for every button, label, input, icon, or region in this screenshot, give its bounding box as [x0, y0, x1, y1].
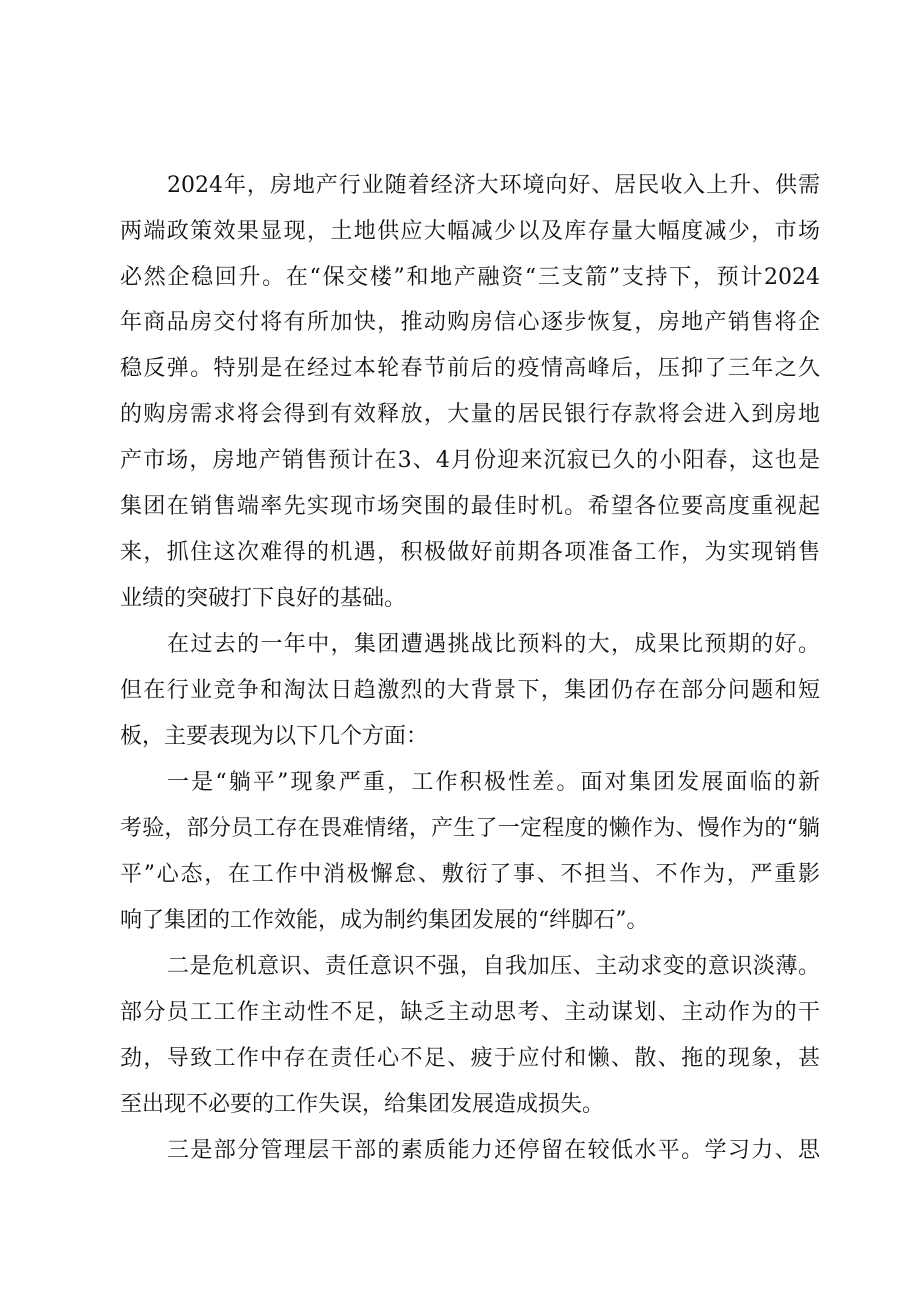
paragraph-1-line-10: 业绩的突破打下良好的基础。 — [120, 586, 407, 611]
paragraph-3-line-4: 响了集团的工作效能，成为制约集团发展的“绊脚石”。 — [120, 908, 649, 933]
paragraph-5-line-1: 三是部分管理层干部的素质能力还停留在较低水平。学习力、思 — [167, 1138, 820, 1163]
paragraph-1-line-2: 两端政策效果显现，土地供应大幅减少以及库存量大幅度减少，市场 — [120, 219, 820, 244]
paragraph-1-line-4: 年商品房交付将有所加快，推动购房信心逐步恢复，房地产销售将企 — [120, 310, 820, 335]
paragraph-2-line-3: 板，主要表现为以下几个方面： — [120, 724, 429, 749]
paragraph-1-line-5: 稳反弹。特别是在经过本轮春节前后的疫情高峰后，压抑了三年之久 — [120, 356, 820, 381]
paragraph-1-line-1: 2024年，房地产行业随着经济大环境向好、居民收入上升、供需 — [167, 173, 820, 198]
paragraph-2-line-2: 但在行业竞争和淘汰日趋激烈的大背景下，集团仍存在部分问题和短 — [120, 678, 820, 703]
paragraph-3-line-3: 平”心态，在工作中消极懈怠、敷衍了事、不担当、不作为，严重影 — [120, 862, 820, 887]
paragraph-1-line-7: 产市场，房地产销售预计在3、4月份迎来沉寂已久的小阳春，这也是 — [120, 448, 820, 473]
paragraph-1-line-6: 的购房需求将会得到有效释放，大量的居民银行存款将会进入到房地 — [120, 402, 820, 427]
paragraph-3-line-2: 考验，部分员工存在畏难情绪，产生了一定程度的懒作为、慢作为的“躺 — [120, 816, 820, 841]
paragraph-1-line-9: 来，抓住这次难得的机遇，积极做好前期各项准备工作，为实现销售 — [120, 540, 820, 565]
paragraph-2-line-1: 在过去的一年中，集团遭遇挑战比预料的大，成果比预期的好。 — [167, 632, 820, 657]
paragraph-3-line-1: 一是“躺平”现象严重，工作积极性差。面对集团发展面临的新 — [167, 770, 820, 795]
paragraph-4-line-1: 二是危机意识、责任意识不强，自我加压、主动求变的意识淡薄。 — [167, 954, 820, 979]
paragraph-1-line-3: 必然企稳回升。在“保交楼”和地产融资“三支箭”支持下，预计2024 — [120, 265, 820, 290]
paragraph-4-line-3: 劲，导致工作中存在责任心不足、疲于应付和懒、散、拖的现象，甚 — [120, 1046, 820, 1071]
paragraph-4-line-4: 至出现不必要的工作失误，给集团发展造成损失。 — [120, 1092, 605, 1117]
paragraph-4-line-2: 部分员工工作主动性不足，缺乏主动思考、主动谋划、主动作为的干 — [120, 1000, 820, 1025]
paragraph-1-line-8: 集团在销售端率先实现市场突围的最佳时机。希望各位要高度重视起 — [120, 494, 820, 519]
